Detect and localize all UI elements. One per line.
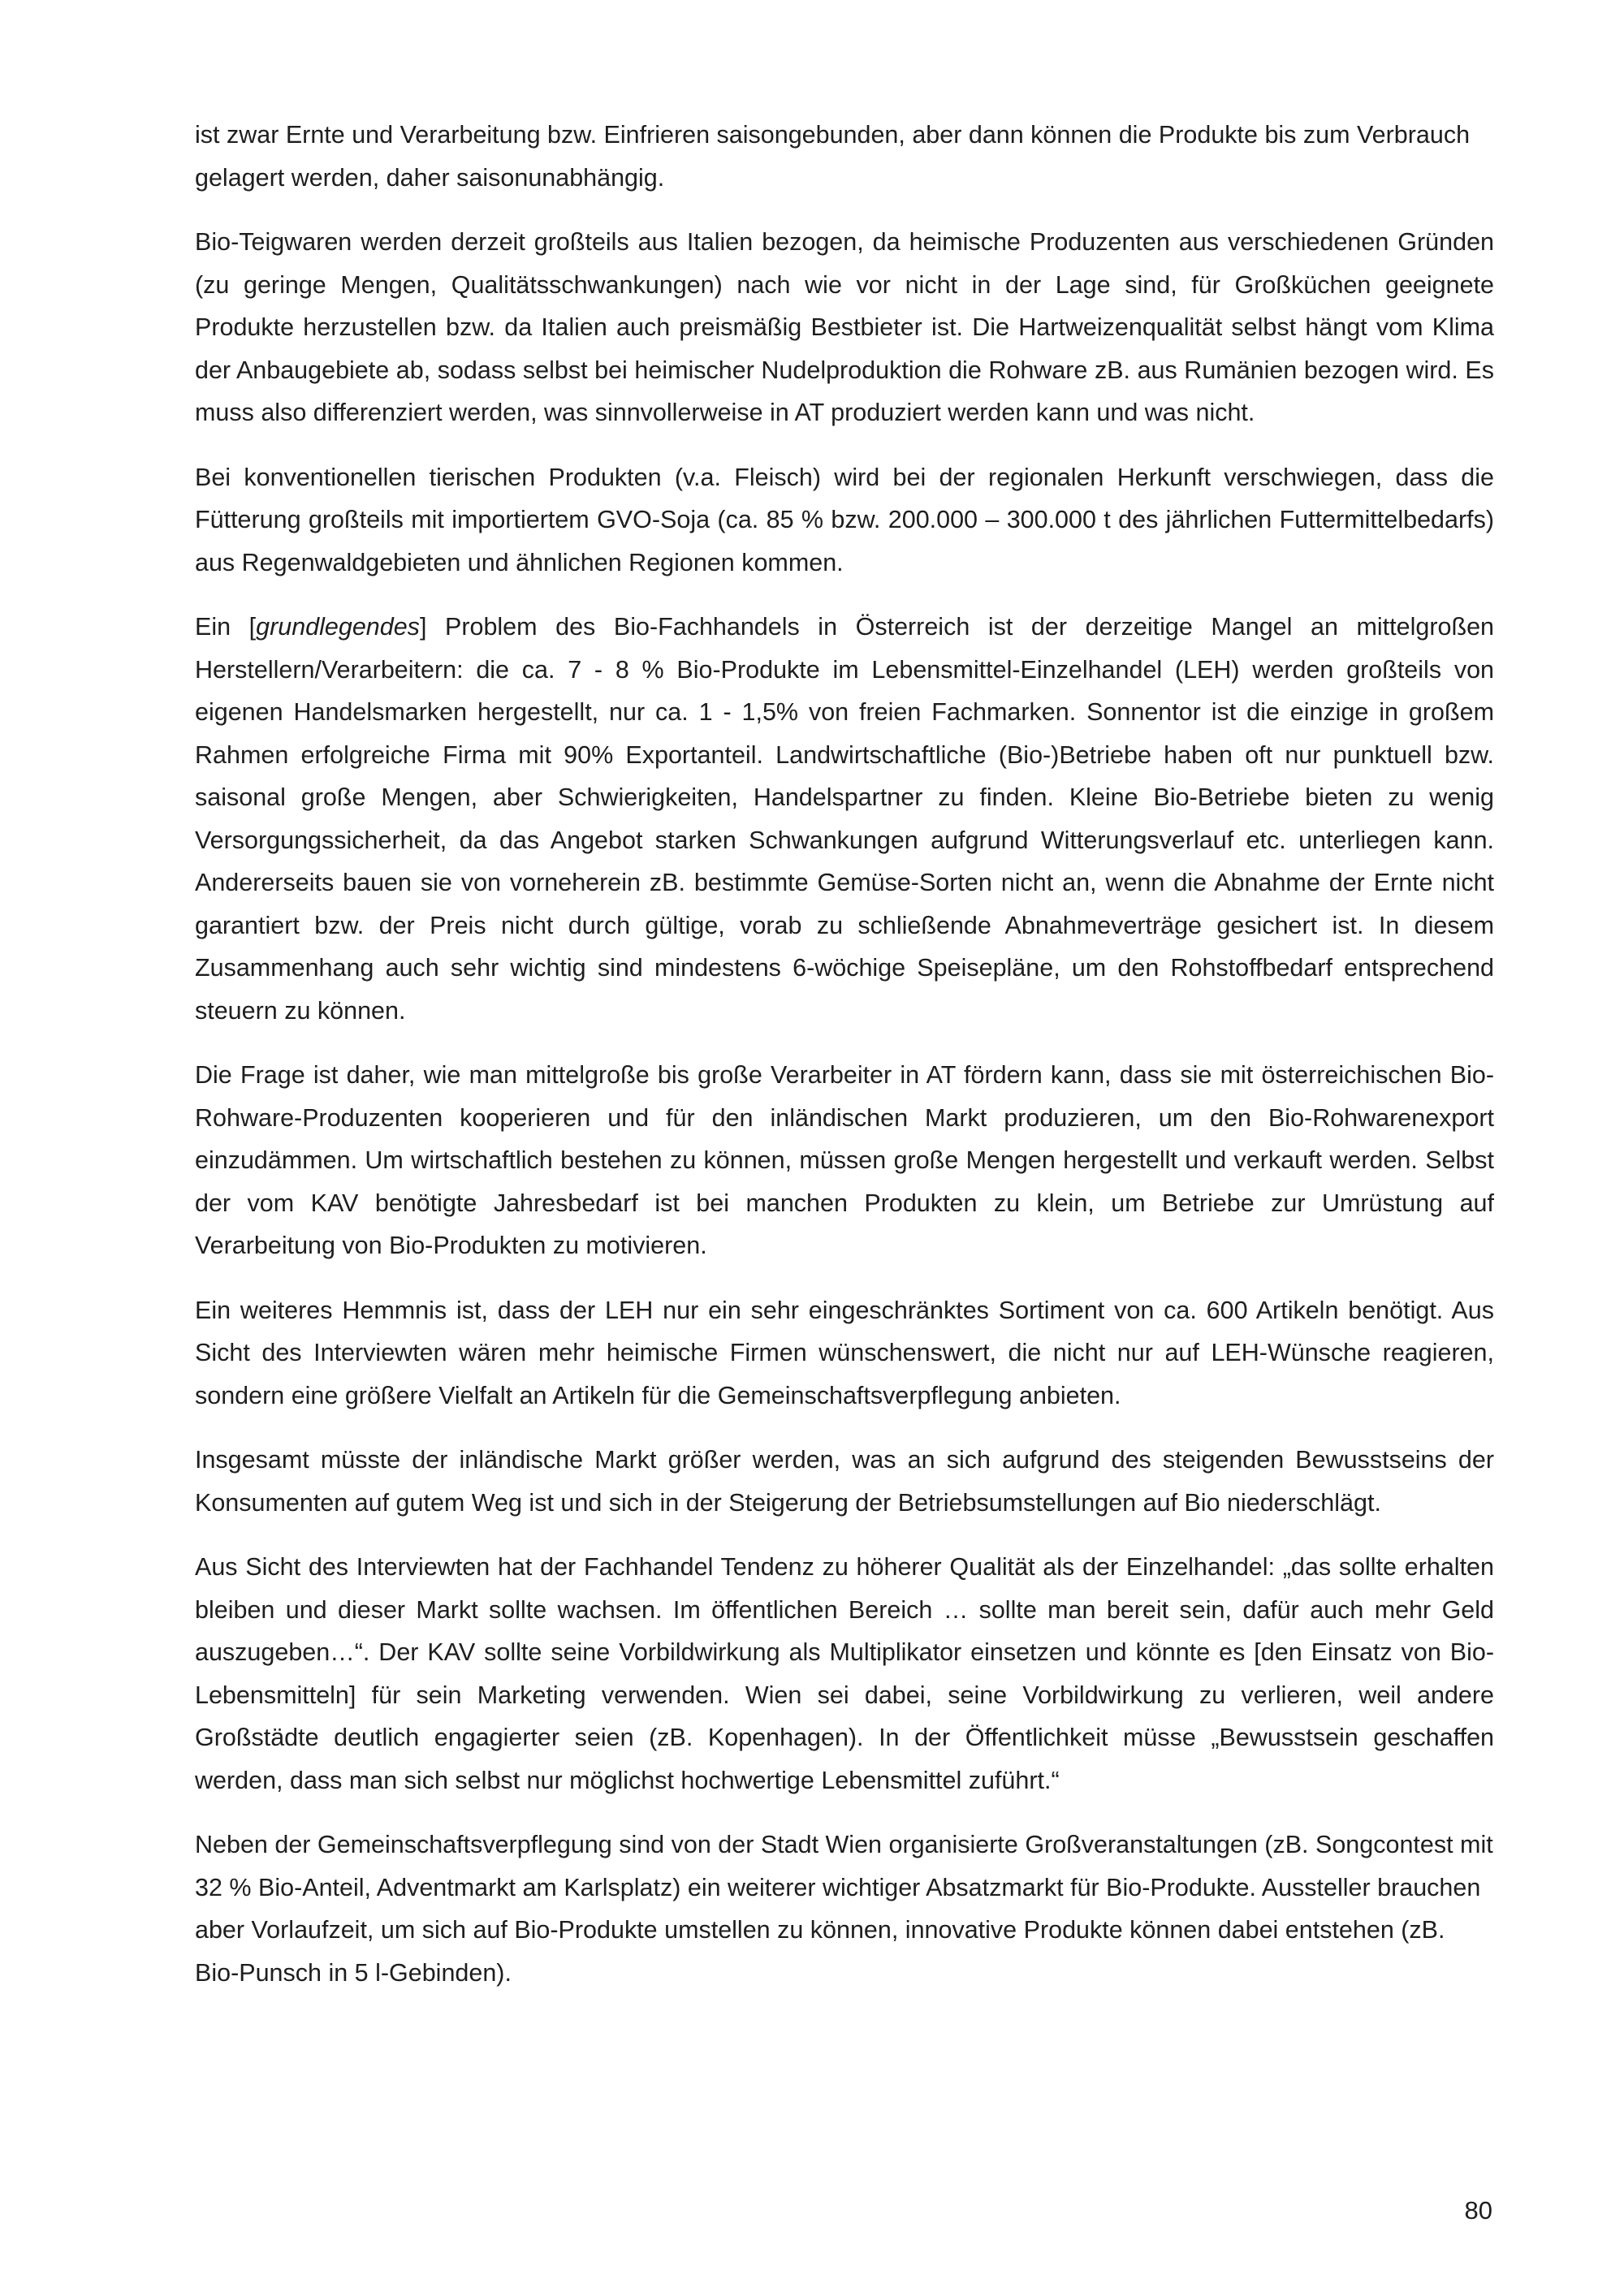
paragraph-3-text: Bei konventionellen tierischen Produkten (v.a. Fleisch) wird bei der regionalen Herkunft verschwiegen, dass die Fütterung großteils mit importiertem GVO-Soja (ca. 85 % bzw. 200.000 – 300.000 t des jährlichen Futtermittelbedarfs) aus Regenwaldgebieten und ähnlichen Regionen kommen. — [195, 463, 1494, 576]
paragraph-5 — [195, 1054, 1494, 1267]
paragraph-4-prefix: Ein [ — [195, 613, 257, 641]
paragraph-6 — [195, 1289, 1494, 1418]
page-number: 80 — [1464, 2196, 1492, 2225]
paragraph-7-text: Insgesamt müsste der inländische Markt größer werden, was an sich aufgrund des steigenden Bewusstseins der Konsumenten auf gutem Weg ist und sich in der Steigerung der Betriebsumstellungen auf Bio niederschlägt. — [195, 1446, 1494, 1517]
paragraph-8 — [195, 1546, 1494, 1802]
paragraph-1-text: ist zwar Ernte und Verarbeitung bzw. Einfrieren saisongebunden, aber dann können die Produkte bis zum Verbrauch gelagert werden, daher saisonunabhängig. — [195, 121, 1471, 192]
body-text — [195, 114, 1494, 2016]
paragraph-1 — [195, 114, 1494, 199]
paragraph-3 — [195, 456, 1494, 585]
paragraph-9 — [195, 1823, 1494, 1994]
paragraph-4 — [195, 606, 1494, 1032]
paragraph-9-text: Neben der Gemeinschaftsverpflegung sind von der Stadt Wien organisierte Großveranstaltungen (zB. Songcontest mit 32 % Bio-Anteil, Adventmarkt am Karlsplatz) ein weiterer wichtiger Absatzmarkt für Bio-Produkte. Aussteller brauchen aber Vorlaufzeit, um sich auf Bio-Produkte umstellen zu können, innovative Produkte können dabei entstehen (zB. Bio-Punsch in 5 l-Gebinden). — [195, 1831, 1493, 1987]
paragraph-6-text: Ein weiteres Hemmnis ist, dass der LEH nur ein sehr eingeschränktes Sortiment von ca. 600 Artikeln benötigt. Aus Sicht des Interviewten wären mehr heimische Firmen wünschenswert, die nicht nur auf LEH-Wünsche reagieren, sondern eine größere Vielfalt an Artikeln für die Gemeinschaftsverpflegung anbieten. — [195, 1296, 1494, 1409]
paragraph-2-text: Bio-Teigwaren werden derzeit großteils aus Italien bezogen, da heimische Produzenten aus verschiedenen Gründen (zu geringe Mengen, Qualitätsschwankungen) nach wie vor nicht in der Lage sind, für Großküchen geeignete Produkte herzustellen bzw. da Italien auch preismäßig Bestbieter ist. Die Hartweizenqualität selbst hängt vom Klima der Anbaugebiete ab, sodass selbst bei heimischer Nudelproduktion die Rohware zB. aus Rumänien bezogen wird. Es muss also differenziert werden, was sinnvollerweise in AT produziert werden kann und was nicht. — [195, 228, 1494, 426]
paragraph-4-emphasis: grundlegendes — [256, 613, 420, 641]
paragraph-7 — [195, 1439, 1494, 1524]
paragraph-8-text: Aus Sicht des Interviewten hat der Fachhandel Tendenz zu höherer Qualität als der Einzelhandel: „das sollte erhalten bleiben und dieser Markt sollte wachsen. Im öffentlichen Bereich … sollte man bereit sein, dafür auch mehr Geld auszugeben…“. Der KAV sollte seine Vorbildwirkung als Multiplikator einsetzen und könnte es [den Einsatz von Bio-Lebensmitteln] für sein Marketing verwenden. Wien sei dabei, seine Vorbildwirkung zu verlieren, weil andere Großstädte deutlich engagierter seien (zB. Kopenhagen). In der Öffentlichkeit müsse „Bewusstsein geschaffen werden, dass man sich selbst nur möglichst hochwertige Lebensmittel zuführt.“ — [195, 1553, 1494, 1794]
paragraph-5-text: Die Frage ist daher, wie man mittelgroße bis große Verarbeiter in AT fördern kann, dass sie mit österreichischen Bio-Rohware-Produzenten kooperieren und für den inländischen Markt produzieren, um den Bio-Rohwarenexport einzudämmen. Um wirtschaftlich bestehen zu können, müssen große Mengen hergestellt und verkauft werden. Selbst der vom KAV benötigte Jahresbedarf ist bei manchen Produkten zu klein, um Betriebe zur Umrüstung auf Verarbeitung von Bio-Produkten zu motivieren. — [195, 1061, 1494, 1259]
paragraph-2 — [195, 221, 1494, 434]
paragraph-4-text: ] Problem des Bio-Fachhandels in Österreich ist der derzeitige Mangel an mittelgroßen Herstellern/Verarbeitern: die ca. 7 - 8 % Bio-Produkte im Lebensmittel-Einzelhandel (LEH) werden großteils von eigenen Handelsmarken hergestellt, nur ca. 1 - 1,5% von freien Fachmarken. Sonnentor ist die einzige in großem Rahmen erfolgreiche Firma mit 90% Exportanteil. Landwirtschaftliche (Bio-)Betriebe haben oft nur punktuell bzw. saisonal große Mengen, aber Schwierigkeiten, Handelspartner zu finden. Kleine Bio-Betriebe bieten zu wenig Versorgungssicherheit, da das Angebot starken Schwankungen aufgrund Witterungsverlauf etc. unterliegen kann. Andererseits bauen sie von vorneherein zB. bestimmte Gemüse-Sorten nicht an, wenn die Abnahme der Ernte nicht garantiert bzw. der Preis nicht durch gültige, vorab zu schließende Abnahmeverträge gesichert ist. In diesem Zusammenhang auch sehr wichtig sind mindestens 6-wöchige Speisepläne, um den Rohstoffbedarf entsprechend steuern zu können. — [195, 613, 1494, 1025]
